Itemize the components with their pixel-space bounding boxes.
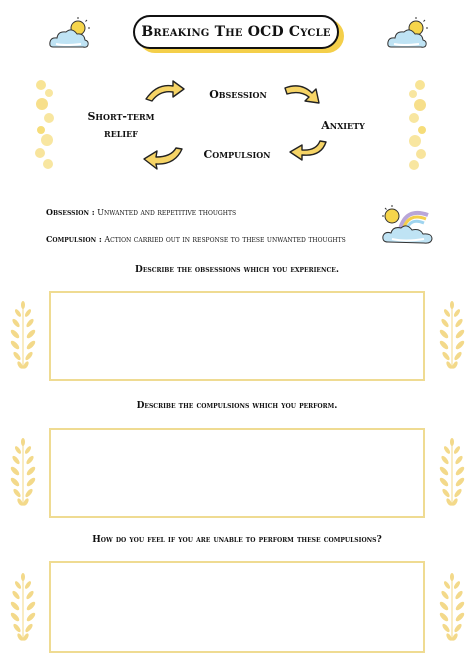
definition-obsession: [46, 207, 236, 217]
cycle-label-compulsion: Compulsion: [203, 148, 271, 161]
cycle-arrow-icon: [143, 77, 187, 103]
title-box: [133, 15, 339, 49]
cycle-label-obsession: Obsession: [209, 88, 267, 101]
cloud-sun-icon: [385, 15, 431, 53]
leaf-sprig-icon: [8, 571, 38, 645]
answer-box-compulsions[interactable]: [49, 428, 425, 518]
leaf-sprig-icon: [437, 571, 467, 645]
cycle-label-relief-line1: Short-term: [87, 110, 155, 123]
question-prompt-1: Describe the obsessions which you experience.: [135, 265, 339, 275]
definition-obsession-text: Unwanted and repetitive thoughts: [97, 208, 237, 217]
answer-box-obsessions[interactable]: [49, 291, 425, 381]
cycle-label-relief-line2: relief: [104, 127, 138, 140]
question-prompt-2: Describe the compulsions which you perform.: [136, 401, 338, 411]
leaf-sprig-icon: [8, 299, 38, 373]
dot-garland-icon: [406, 78, 430, 174]
cycle-arrow-icon: [283, 80, 325, 108]
leaf-sprig-icon: [8, 436, 38, 510]
dot-garland-icon: [33, 78, 57, 174]
definition-compulsion-text: Action carried out in response to these unwanted thoughts: [104, 235, 346, 244]
cycle-arrow-icon: [141, 145, 185, 171]
answer-box-feelings[interactable]: [49, 561, 425, 653]
leaf-sprig-icon: [437, 299, 467, 373]
definition-compulsion: [46, 234, 346, 244]
definition-compulsion-term: Compulsion :: [46, 234, 102, 244]
leaf-sprig-icon: [437, 436, 467, 510]
cycle-arrow-icon: [287, 139, 329, 165]
cycle-label-anxiety: Anxiety: [321, 119, 365, 132]
rainbow-cloud-icon: [380, 201, 436, 247]
question-prompt-3: How do you feel if you are unable to perform these compulsions?: [92, 535, 382, 545]
page-title: Breaking The OCD Cycle: [141, 24, 331, 40]
definition-obsession-term: Obsession :: [46, 207, 95, 217]
cloud-sun-icon: [47, 15, 93, 53]
